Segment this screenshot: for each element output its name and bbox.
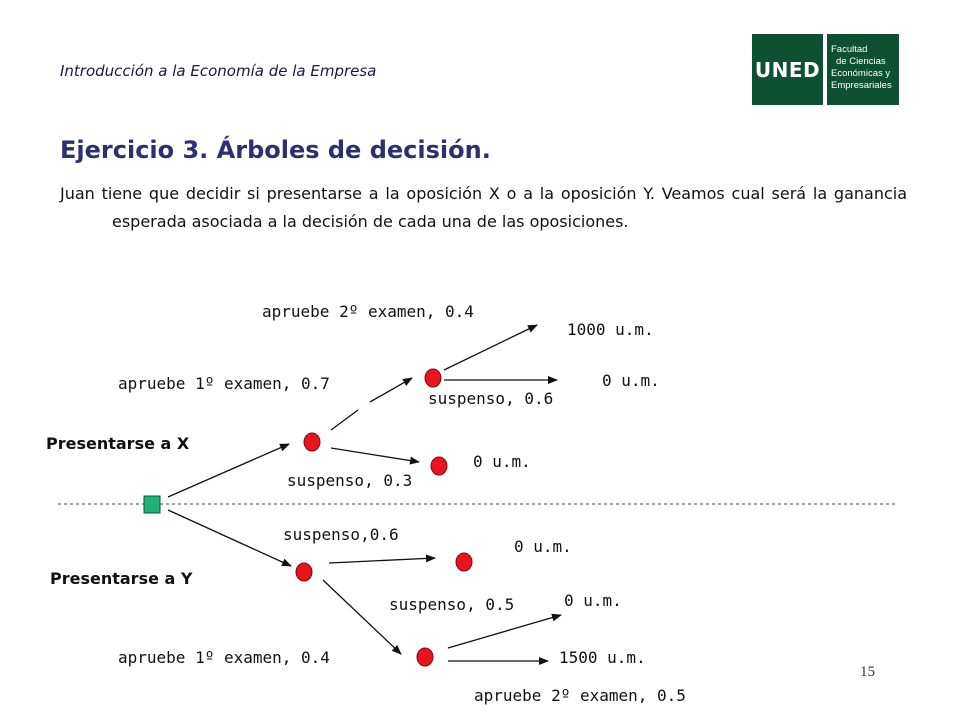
y-fail2-label: suspenso, 0.5 <box>389 595 515 614</box>
slide-title: Ejercicio 3. Árboles de decisión. <box>60 136 491 164</box>
x-pass2-payoff: 1000 u.m. <box>567 320 654 339</box>
logo-line: de Ciencias <box>836 56 886 67</box>
branch-x-pass2 <box>444 325 537 370</box>
branch-y <box>168 510 291 566</box>
course-subtitle: Introducción a la Economía de la Empresa <box>60 62 377 80</box>
y-pass2-payoff: 1500 u.m. <box>559 648 646 667</box>
logo-line: Facultad <box>831 44 868 55</box>
terminal-node-y-fail1 <box>456 553 472 571</box>
x-fail2-payoff: 0 u.m. <box>602 371 660 390</box>
page-number: 15 <box>860 664 875 680</box>
x-fail2-label: suspenso, 0.6 <box>428 389 554 408</box>
x-fail1-payoff: 0 u.m. <box>473 452 531 471</box>
branch-x-pass1-b <box>370 378 412 402</box>
x-fail1-label: suspenso, 0.3 <box>287 471 413 490</box>
branch-y-fail1 <box>329 558 435 563</box>
y-fail1-payoff: 0 u.m. <box>514 537 572 556</box>
branch-x-fail1 <box>331 448 419 462</box>
y-pass2-label: apruebe 2º examen, 0.5 <box>474 686 686 705</box>
decision-node <box>144 496 160 513</box>
chance-node-x2 <box>425 369 441 387</box>
logo-word: UNED <box>754 58 821 82</box>
y-fail2-payoff: 0 u.m. <box>564 591 622 610</box>
logo-line: Económicas y <box>831 68 891 79</box>
chance-node-x1 <box>304 433 320 451</box>
logo-line: Empresariales <box>831 80 892 91</box>
terminal-node-x-fail1 <box>431 457 447 475</box>
x-pass2-label: apruebe 2º examen, 0.4 <box>262 302 474 321</box>
chance-node-y2 <box>417 648 433 666</box>
branch-y-pass1 <box>323 580 401 654</box>
decision-y-label: Presentarse a Y <box>50 569 193 588</box>
intro-paragraph: Juan tiene que decidir si presentarse a la oposición X o a la oposición Y. Veamos cual será la ganancia esperada asociada a la decisión de cada una de las oposiciones. <box>60 184 907 231</box>
branch-x-pass1-a <box>331 410 358 430</box>
chance-node-y1 <box>296 563 312 581</box>
decision-x-label: Presentarse a X <box>46 434 190 453</box>
branch-y-fail2 <box>448 615 561 648</box>
y-pass1-label: apruebe 1º examen, 0.4 <box>118 648 330 667</box>
y-fail1-label: suspenso,0.6 <box>283 525 399 544</box>
x-pass1-label: apruebe 1º examen, 0.7 <box>118 374 330 393</box>
